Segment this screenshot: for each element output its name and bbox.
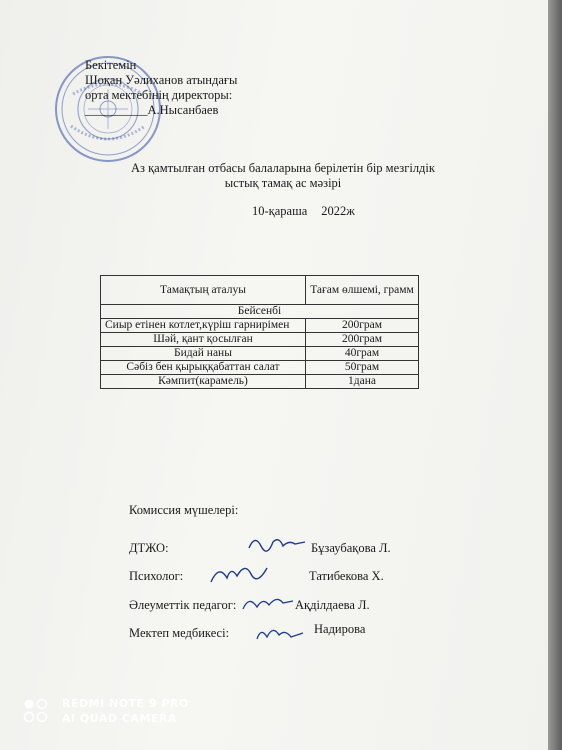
member-name: Бұзаубақова Л.	[311, 541, 391, 555]
watermark-device: REDMI NOTE 9 PRO	[62, 697, 189, 710]
dish-name: Бидай наны	[101, 347, 306, 361]
commission-title: Комиссия мүшелері:	[129, 503, 239, 517]
member-role: Әлеуметтік педагог:	[129, 598, 237, 612]
day-of-week: Бейсенбі	[101, 305, 419, 319]
approval-block	[85, 58, 237, 118]
approval-position: орта мектебінің директоры:	[85, 88, 233, 102]
commission-member	[129, 617, 429, 647]
member-name: Ақділдаева Л.	[295, 598, 370, 612]
table-row	[101, 375, 419, 389]
menu-date	[252, 204, 355, 219]
dish-name: Сиыр етінен котлет,күріш гарнирімен	[101, 319, 306, 333]
portion-size: 200грам	[306, 319, 419, 333]
member-role: Мектеп медбикесі:	[129, 626, 230, 640]
table-row	[101, 347, 419, 361]
commission-member	[129, 589, 429, 619]
commission-member	[129, 560, 429, 590]
table-row	[101, 361, 419, 375]
portion-size: 40грам	[306, 347, 419, 361]
portion-size: 50грам	[306, 361, 419, 375]
member-name: Надирова	[314, 622, 366, 636]
signature-icon	[253, 621, 307, 645]
member-role: ДТЖО:	[129, 541, 169, 555]
table-row	[101, 319, 419, 333]
column-header-portion: Тағам өлшемі, грамм	[306, 276, 419, 305]
portion-size: 200грам	[306, 333, 419, 347]
dish-name: Кәмпит(карамель)	[101, 375, 306, 389]
approval-heading: Бекітемін	[85, 58, 137, 72]
signature-icon	[205, 560, 271, 588]
dish-name: Сәбіз бен қырыққабаттан салат	[101, 361, 306, 375]
page-title: Аз қамтылған отбасы балаларына берілетін бір мезгілдік ыстық тамақ ас мәзірі	[131, 161, 435, 190]
menu-table	[100, 275, 419, 389]
camera-lens-icon	[22, 697, 50, 725]
approval-signature-line: __________А.Нысанбаев	[85, 103, 219, 117]
column-header-dish: Тамақтың аталуы	[101, 276, 306, 305]
date-day: 10-қараша	[252, 204, 308, 218]
table-header-row	[101, 276, 419, 305]
date-year: 2022ж	[321, 204, 355, 218]
member-role: Психолог:	[129, 569, 184, 583]
page-edge-shadow	[548, 0, 562, 750]
member-name: Татибекова Х.	[309, 569, 384, 583]
portion-size: 1дана	[306, 375, 419, 389]
approval-school: Шоқан Уәлиханов атындағы	[85, 73, 238, 87]
dish-name: Шәй, қант қосылған	[101, 333, 306, 347]
signature-icon	[245, 532, 309, 556]
watermark-camera: AI QUAD CAMERA	[62, 712, 177, 725]
signature-icon	[239, 591, 297, 615]
table-day-row	[101, 305, 419, 319]
table-row	[101, 333, 419, 347]
commission-member	[129, 532, 429, 562]
